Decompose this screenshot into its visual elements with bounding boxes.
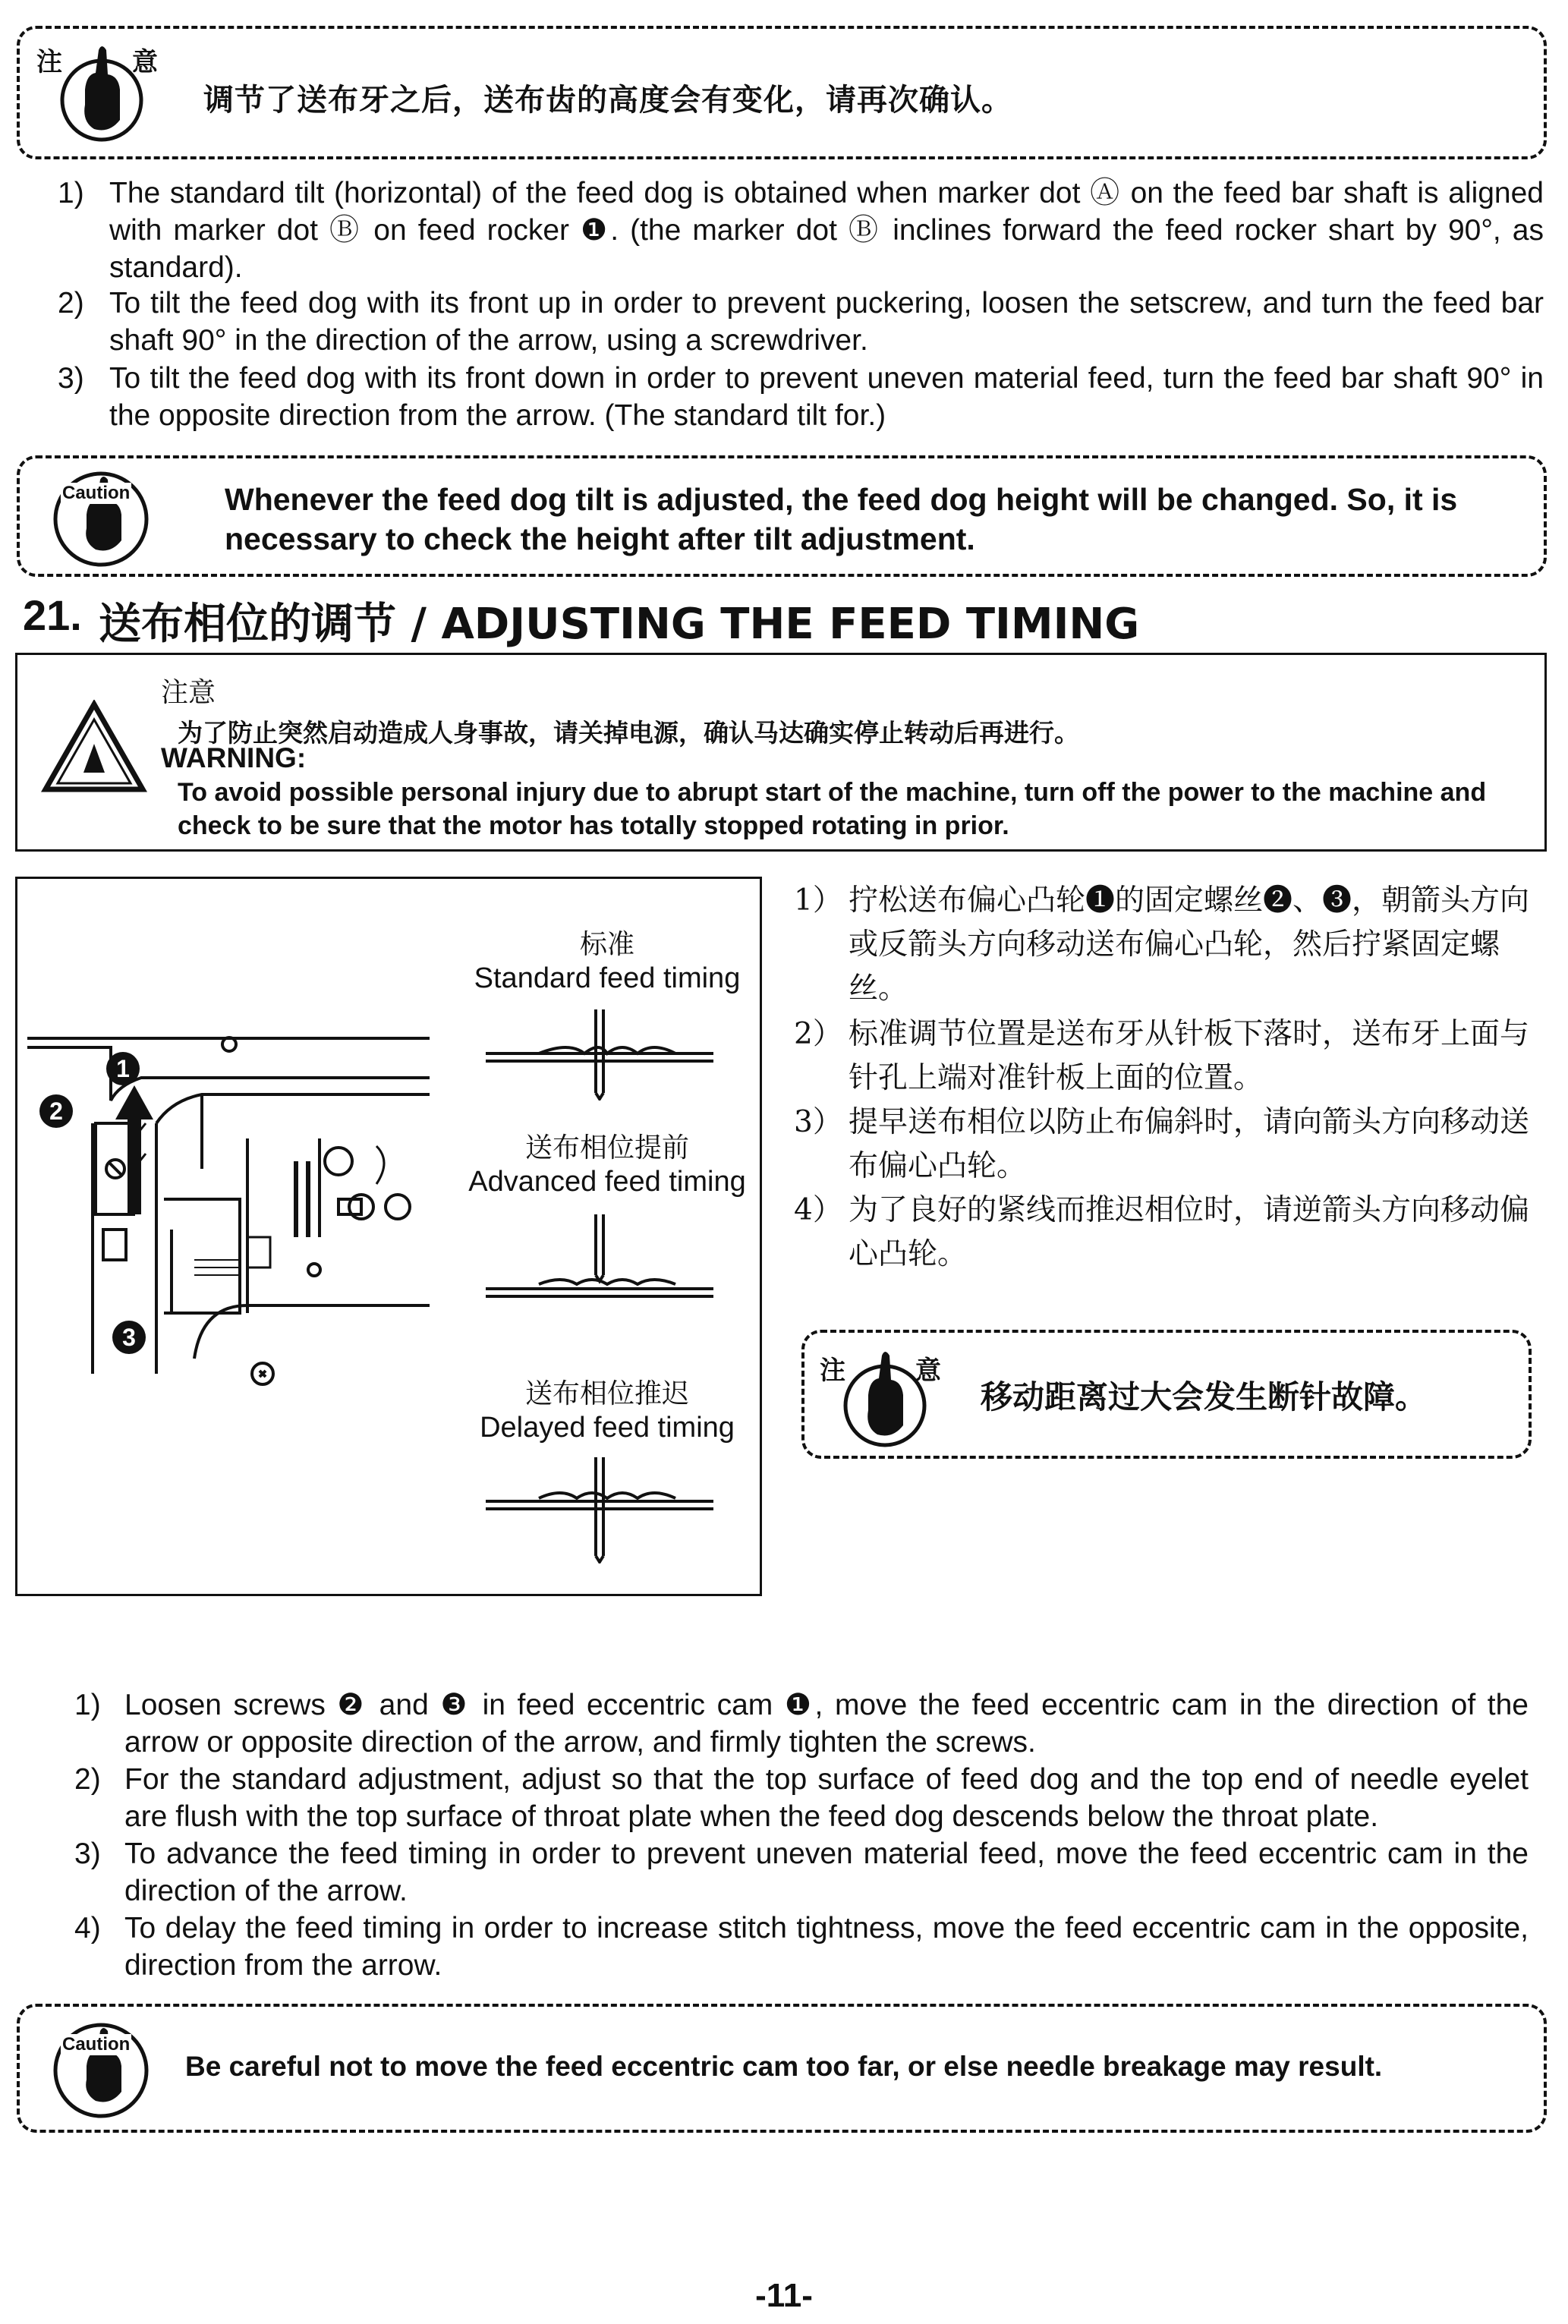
notice-text-cn: 移动距离过大会发生断针故障。	[981, 1378, 1428, 1415]
marker-2: 2	[39, 1094, 73, 1128]
list-item	[58, 360, 1545, 436]
marker-1: 1	[106, 1052, 140, 1085]
list-item	[794, 879, 1545, 1016]
standard-label-cn: 标准	[579, 929, 634, 960]
notice-icon-label-left: 注	[36, 47, 62, 77]
list-number: 3）	[794, 1105, 842, 1139]
warning-text-cn: 为了防止突然启动造成人身事故，请关掉电源，确认马达确实停止转动后再进行。	[178, 718, 1079, 748]
list-item	[74, 1910, 1547, 1985]
list-number: 4）	[794, 1193, 842, 1227]
list-item	[58, 285, 1545, 361]
list-text: To delay the feed timing in order to increase stitch tightness, move the feed eccentric cam in the opposite, direction from the arrow.	[124, 1912, 1529, 1982]
list-number: 2)	[74, 1763, 101, 1796]
list-item	[74, 1686, 1547, 1762]
list-number: 2）	[794, 1017, 842, 1051]
list-number: 3)	[74, 1837, 101, 1870]
standard-timing-sketch	[486, 1009, 713, 1101]
caution-hand-icon	[44, 2019, 158, 2122]
warning-triangle-icon	[41, 700, 147, 795]
caution-icon-label: Caution	[62, 2034, 131, 2055]
notice-icon-label-left: 注	[820, 1356, 845, 1386]
list-text: 拧松送布偏心凸轮❶的固定螺丝❷、❸，朝箭头方向或反箭头方向移动送布偏心凸轮，然后拧紧固定螺丝。	[849, 883, 1530, 1006]
caution-icon-label: Caution	[62, 483, 131, 503]
caution-text: Be careful not to move the feed eccentric cam too far, or else needle breakage may result.	[185, 2051, 1383, 2082]
advanced-timing-sketch	[486, 1214, 713, 1313]
advanced-label-cn: 送布相位提前	[524, 1132, 689, 1164]
section-title: 送布相位的调节 / ADJUSTING THE FEED TIMING	[99, 600, 1140, 649]
page-number: -11-	[755, 2277, 813, 2314]
delayed-label-cn: 送布相位推迟	[524, 1378, 689, 1409]
list-text: 提早送布相位以防止布偏斜时，请向箭头方向移动送布偏心凸轮。	[849, 1105, 1530, 1183]
list-text: To tilt the feed dog with its front up in order to prevent puckering, loosen the setscrew, and turn the feed bar shaft 90° in the direction of the arrow, using a screwdriver.	[109, 287, 1544, 357]
list-item	[74, 1835, 1547, 1911]
list-text: For the standard adjustment, adjust so that the top surface of feed dog and the top end of needle eyelet are flush with the top surface of throat plate when the feed dog descends below the throat plate.	[124, 1763, 1529, 1833]
list-text: 标准调节位置是送布牙从针板下落时，送布牙上面与针孔上端对准针板上面的位置。	[849, 1017, 1530, 1095]
list-number: 1)	[58, 177, 84, 209]
caution-hand-icon	[44, 468, 158, 571]
list-text: To tilt the feed dog with its front down in order to prevent uneven material feed, turn the feed bar shaft 90° in the opposite direction from the arrow. (The standard tilt for.)	[109, 362, 1544, 432]
list-text: 为了良好的紧线而推迟相位时，请逆箭头方向移动偏心凸轮。	[849, 1193, 1530, 1271]
warning-heading-cn: 注意	[161, 677, 216, 708]
warning-text-en: To avoid possible personal injury due to abrupt start of the machine, turn off the power to the machine and check to be sure that the motor has totally stopped rotating in prior.	[178, 778, 1487, 840]
list-number: 2)	[58, 287, 84, 320]
list-item	[58, 175, 1545, 288]
list-text: The standard tilt (horizontal) of the feed dog is obtained when marker dot Ⓐ on the feed bar shaft is aligned with marker dot Ⓑ on feed rocker ❶. (the marker dot Ⓑ inclines forward the feed rocker shart by 90°, as standard).	[109, 177, 1544, 284]
notice-icon-label-right: 意	[132, 47, 158, 77]
list-item	[794, 1012, 1545, 1104]
delayed-label-en: Delayed feed timing	[480, 1412, 735, 1444]
list-item	[794, 1189, 1545, 1280]
notice-icon-label-right: 意	[915, 1356, 941, 1386]
list-number: 1)	[74, 1689, 101, 1721]
list-item	[74, 1761, 1547, 1837]
feed-mechanism-diagram	[20, 1009, 445, 1404]
list-item	[794, 1101, 1545, 1192]
delayed-timing-sketch	[486, 1457, 713, 1564]
list-number: 1）	[794, 883, 842, 918]
section-number: 21.	[23, 591, 82, 639]
warning-heading-en: WARNING:	[161, 742, 307, 773]
list-text: To advance the feed timing in order to prevent uneven material feed, move the feed eccentric cam in the direction of the arrow.	[124, 1837, 1529, 1907]
notice-text-cn: 调节了送布牙之后，送布齿的高度会有变化，请再次确认。	[203, 83, 1012, 118]
notice-hand-icon	[33, 36, 170, 150]
list-text: Loosen screws ❷ and ❸ in feed eccentric cam ❶, move the feed eccentric cam in the direction of the arrow or opposite direction of the arrow, and firmly tighten the screws.	[124, 1689, 1529, 1759]
list-number: 4)	[74, 1912, 101, 1945]
notice-hand-icon	[817, 1342, 953, 1456]
advanced-label-en: Advanced feed timing	[468, 1166, 746, 1198]
caution-text: Whenever the feed dog tilt is adjusted, the feed dog height will be changed. So, it is necessary to check the height after tilt adjustment.	[225, 482, 1458, 556]
list-number: 3)	[58, 362, 84, 395]
marker-3: 3	[112, 1321, 146, 1354]
standard-label-en: Standard feed timing	[474, 962, 741, 994]
